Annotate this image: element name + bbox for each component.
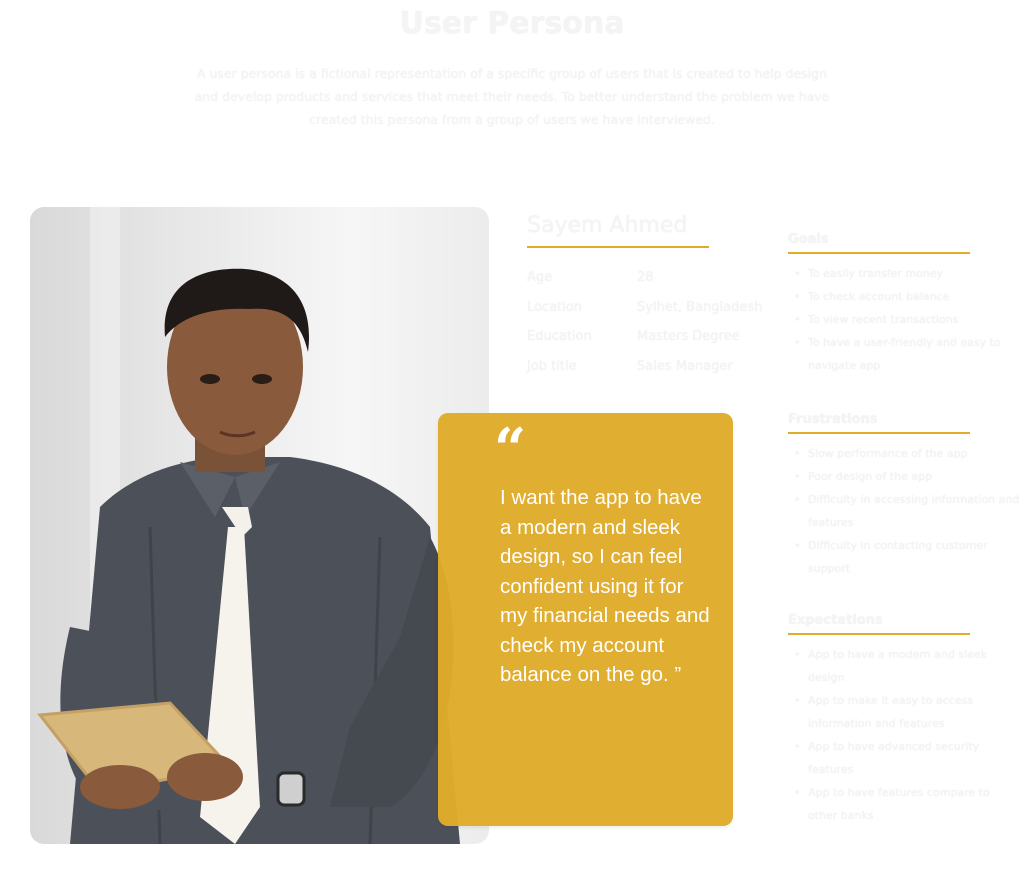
list-item: • To easily transfer money (788, 262, 1020, 285)
quote-text: I want the app to have a modern and sleek design, so I can feel confident using it for my financial needs and check my account balance on the go. ” (500, 486, 710, 686)
frustrations-heading: Frustrations (788, 412, 970, 434)
attribute-value: Sylhet, Bangladesh (637, 299, 763, 315)
quote-card (438, 413, 733, 826)
expectations-heading: Expectations (788, 613, 970, 635)
goals-heading: Goals (788, 232, 970, 254)
persona-photo (30, 207, 489, 844)
frustrations-list (788, 442, 1020, 580)
list-item: • Slow performance of the app (788, 442, 1020, 465)
list-item: • App to have advanced security features (788, 735, 1020, 781)
persona-illustration (30, 207, 489, 844)
persona-attributes (527, 270, 787, 388)
list-item: • App to have a modern and sleek design (788, 643, 1020, 689)
persona-name: Sayem Ahmed (527, 213, 709, 248)
expectations-list (788, 643, 1020, 827)
attribute-value: Masters Degree (637, 329, 740, 344)
frustrations-section (788, 412, 1020, 580)
list-item: • To have a user-friendly and easy to navigate app (788, 331, 1020, 377)
attribute-label: Age (527, 270, 553, 285)
attribute-row-education (527, 329, 787, 359)
attribute-label: Location (527, 299, 582, 315)
attribute-label: Education (527, 329, 592, 344)
list-item: • To check account balance (788, 285, 1020, 308)
list-item: • Difficulty in contacting customer support (788, 534, 1020, 580)
attribute-row-job-title (527, 359, 787, 389)
attribute-value: 28 (637, 270, 654, 285)
intro-paragraph: A user persona is a fictional representation of a specific group of users that is created to help design and develop products and services that meet their needs. To better understand the problem we have created this persona from a group of users we have interviewed. (194, 66, 830, 127)
list-item: • Difficulty in accessing information and features (788, 488, 1020, 534)
list-item: • App to have features compare to other banks (788, 781, 1020, 827)
quote-icon: “ (494, 416, 527, 482)
goals-list (788, 262, 1020, 377)
list-item: • Poor design of the app (788, 465, 1020, 488)
attribute-row-age (527, 270, 787, 300)
attribute-row-location (527, 300, 787, 330)
attribute-value: Sales Manager (637, 358, 733, 374)
list-item: • To view recent transactions (788, 308, 1020, 331)
page-title: User Persona (399, 6, 625, 41)
goals-section (788, 232, 1020, 377)
list-item: • App to make it easy to access information and features (788, 689, 1020, 735)
attribute-label: Job title (527, 358, 577, 374)
expectations-section (788, 613, 1020, 827)
